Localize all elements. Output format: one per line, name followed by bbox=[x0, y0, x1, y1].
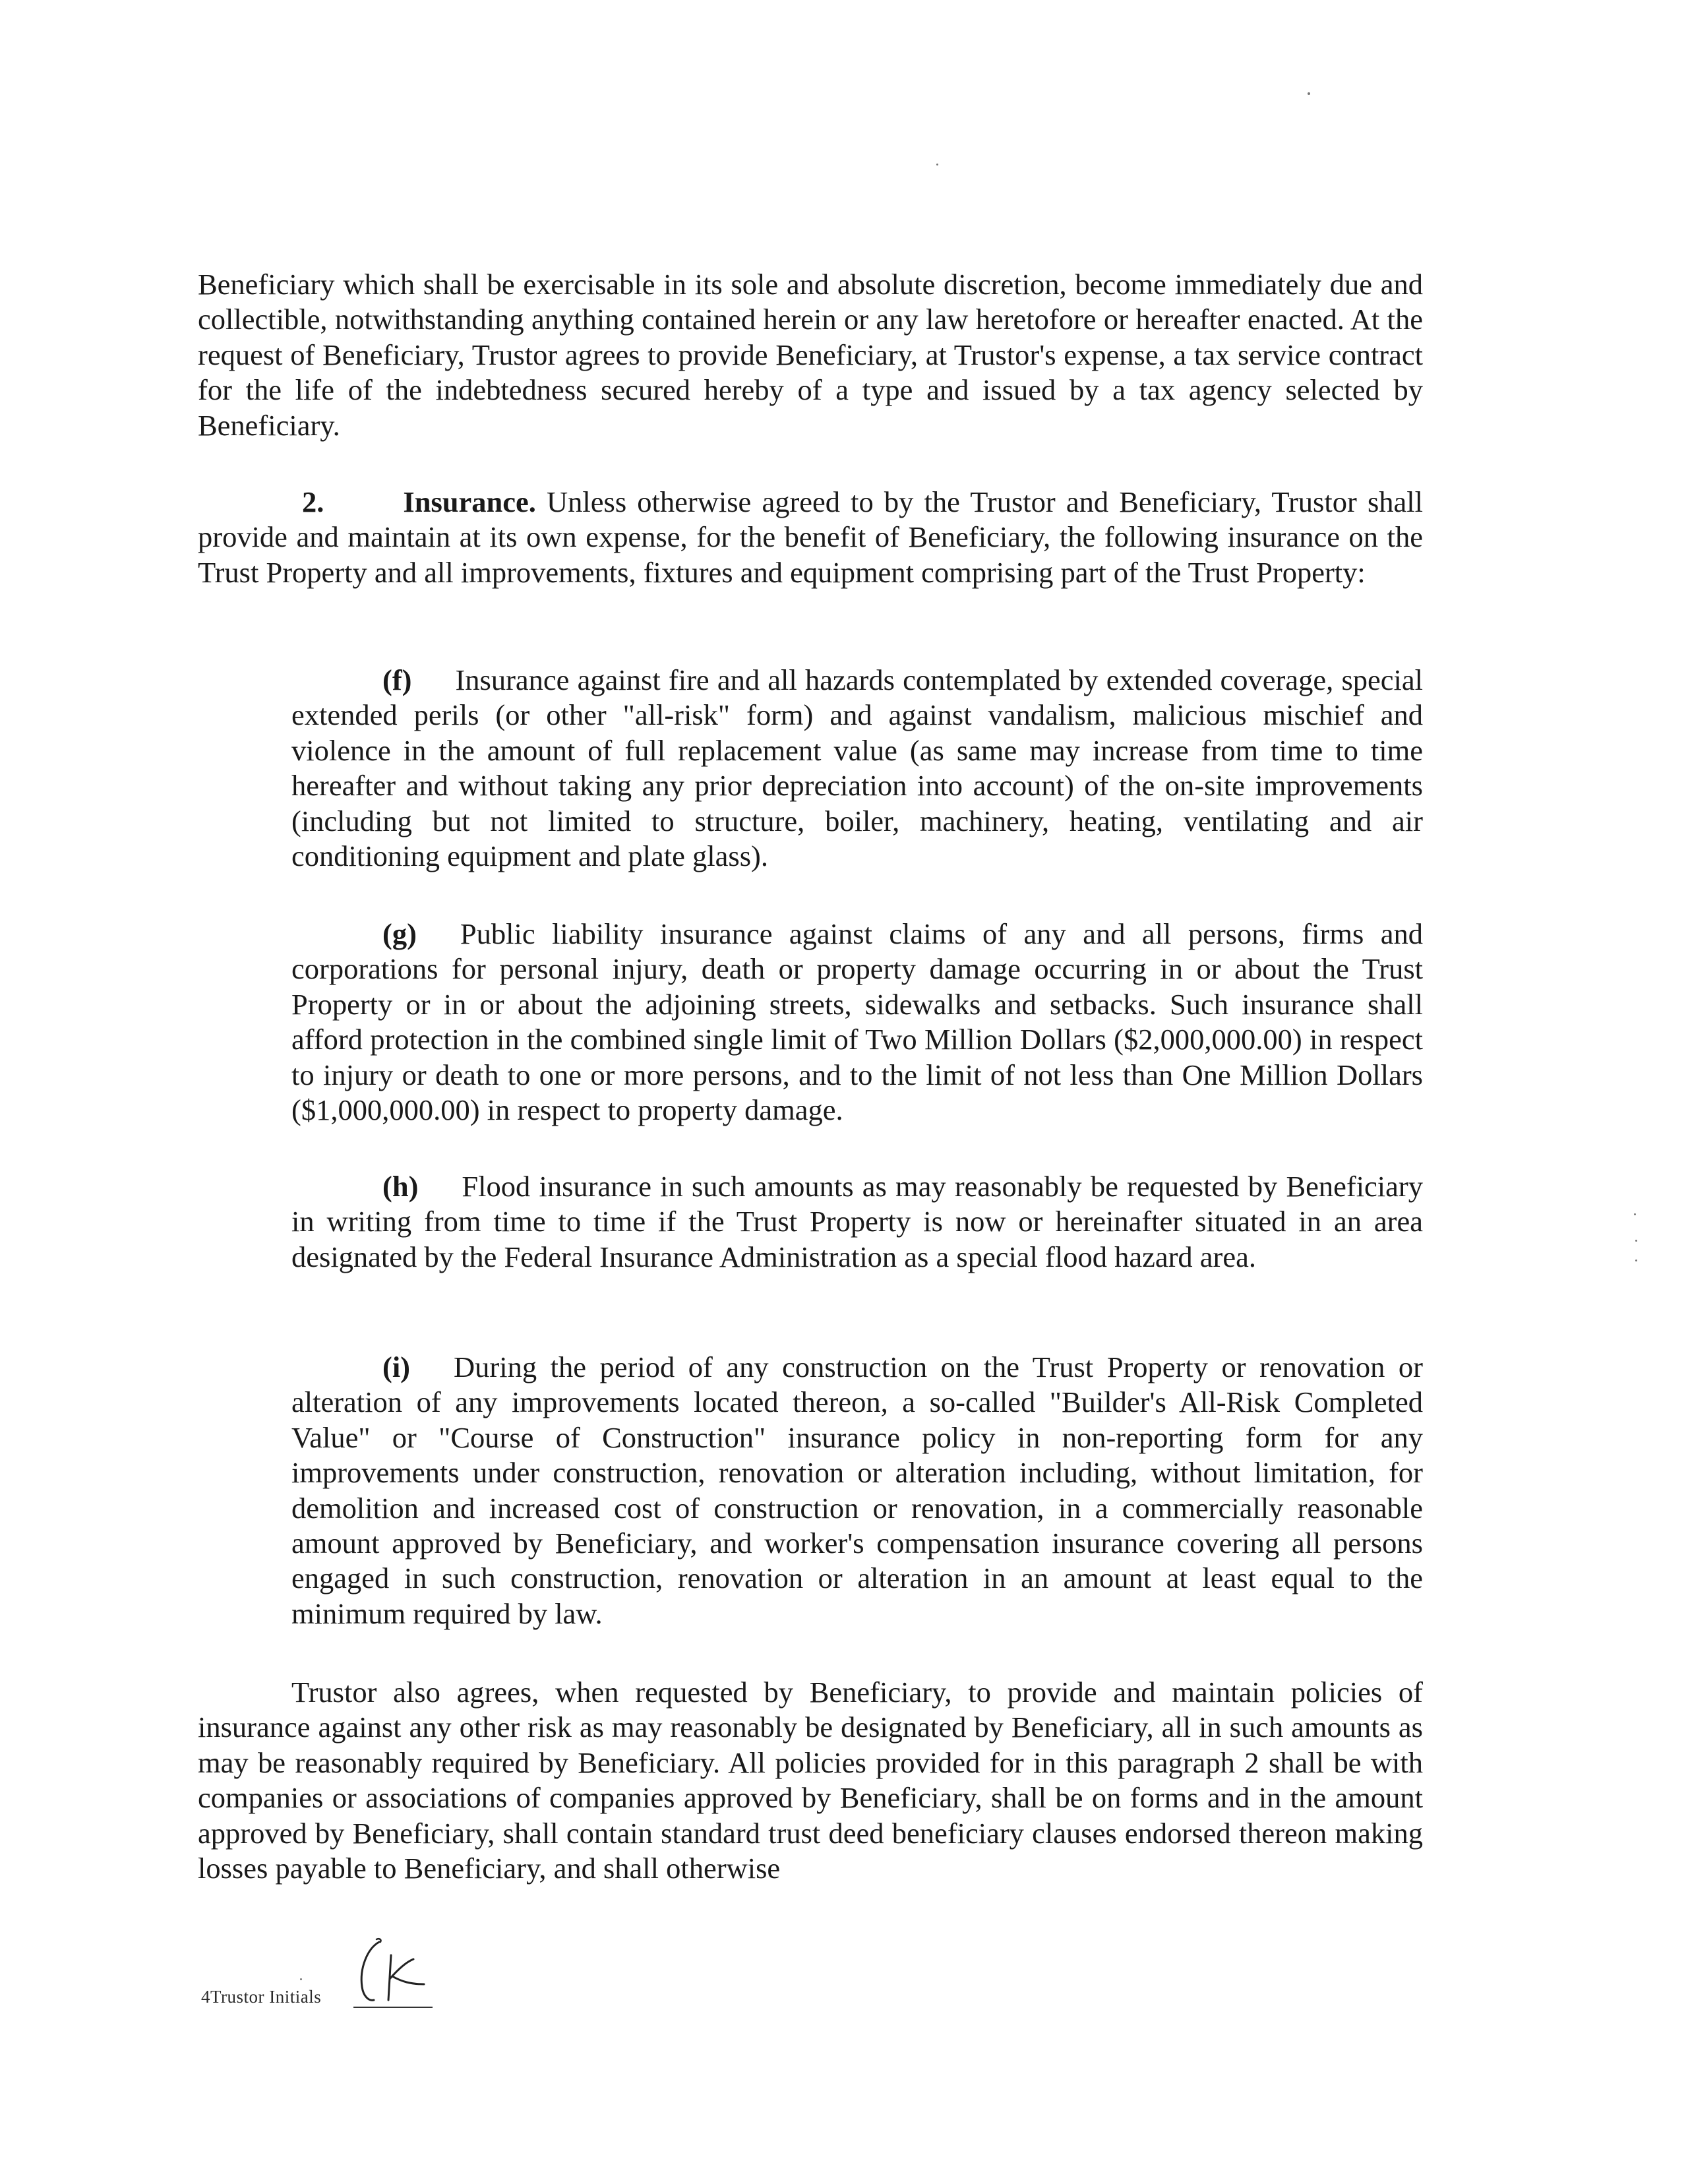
subparagraph-f bbox=[291, 663, 1423, 874]
trustor-initials-label: 4Trustor Initials bbox=[201, 1987, 322, 2007]
paragraph-additional-insurance: Trustor also agrees, when requested by Beneficiary, to provide and maintain policies of insurance against any other risk as may reasonably be designated by Beneficiary, all in such amounts as may be reasonably required by Beneficiary. All policies provided for in this paragraph 2 shall be with companies or associations of companies approved by Beneficiary, shall be on forms and in the amount approved by Beneficiary, shall contain standard trust deed beneficiary clauses endorsed thereon making losses payable to Beneficiary, and shall otherwise bbox=[198, 1676, 1423, 1885]
scan-speck bbox=[1634, 1213, 1636, 1215]
subparagraph-body: During the period of any construction on the Trust Property or renovation or alteration of any improvements located thereon, a so-called "Builder's All-Risk Completed Value" or "Course of Construction" insurance policy in non-reporting form for any improvements under construction, renovation or alteration including, without limitation, for demolition and increased cost of construction or renovation, in a commercially reasonable amount approved by Beneficiary, and worker's compensation insurance covering all persons engaged in such construction, renovation or alteration in an amount at least equal to the minimum required by law. bbox=[291, 1350, 1423, 1630]
subparagraph-label: (i) bbox=[382, 1350, 411, 1383]
subparagraph-body: Public liability insurance against claims of any and all persons, firms and corporations for personal injury, death or property damage occurring in or about the Trust Property or in or about the adjoining streets, sidewalks and setbacks. Such insurance shall afford protection in the combined single limit of Two Million Dollars ($2,000,000.00) in respect to injury or death to one or more persons, and to the limit of not less than One Million Dollars ($1,000,000.00) in respect to property damage. bbox=[291, 917, 1423, 1127]
subparagraph-body: Insurance against fire and all hazards contemplated by extended coverage, special extended perils (or other "all-risk" form) and against vandalism, malicious mischief and violence in the amount of full replacement value (as same may increase from time to time hereafter and without taking any prior depreciation into account) of the on-site improvements (including but not limited to structure, boiler, machinery, heating, ventilating and air conditioning equipment and plate glass). bbox=[291, 663, 1423, 873]
subparagraph-label: (g) bbox=[382, 917, 417, 950]
subparagraph-label: (h) bbox=[382, 1170, 419, 1203]
paragraph-tax-service: Beneficiary which shall be exercisable in its sole and absolute discretion, become immediately due and collectible, notwithstanding anything contained herein or any law heretofore or hereafter enacted. At the request of Beneficiary, Trustor agrees to provide Beneficiary, at Trustor's expense, a tax service contract for the life of the indebtedness secured hereby of a type and issued by a tax agency selected by Beneficiary. bbox=[198, 268, 1423, 442]
section-number: 2. bbox=[302, 485, 324, 518]
scan-speck bbox=[300, 1978, 302, 1980]
scan-speck bbox=[1635, 1240, 1637, 1242]
subparagraph-body: Flood insurance in such amounts as may reasonably be requested by Beneficiary in writing from time to time if the Trust Property is now or hereinafter situated in an area designated by the Federal Insurance Administration as a special flood hazard area. bbox=[291, 1170, 1423, 1273]
paragraph-insurance bbox=[198, 485, 1423, 590]
scan-speck bbox=[936, 164, 938, 166]
subparagraph-i bbox=[291, 1350, 1423, 1631]
handwritten-initials bbox=[353, 1935, 438, 2008]
section-heading: Insurance. bbox=[403, 485, 536, 518]
scan-speck bbox=[1635, 1259, 1637, 1261]
subparagraph-h bbox=[291, 1169, 1423, 1275]
section-body: Unless otherwise agreed to by the Trustor and Beneficiary, Trustor shall provide and maintain at its own expense, for the benefit of Beneficiary, the following insurance on the Trust Property and all improvements, fixtures and equipment comprising part of the Trust Property: bbox=[198, 485, 1423, 589]
subparagraph-label: (f) bbox=[382, 663, 412, 696]
subparagraph-g bbox=[291, 917, 1423, 1128]
scan-speck bbox=[1308, 92, 1310, 95]
